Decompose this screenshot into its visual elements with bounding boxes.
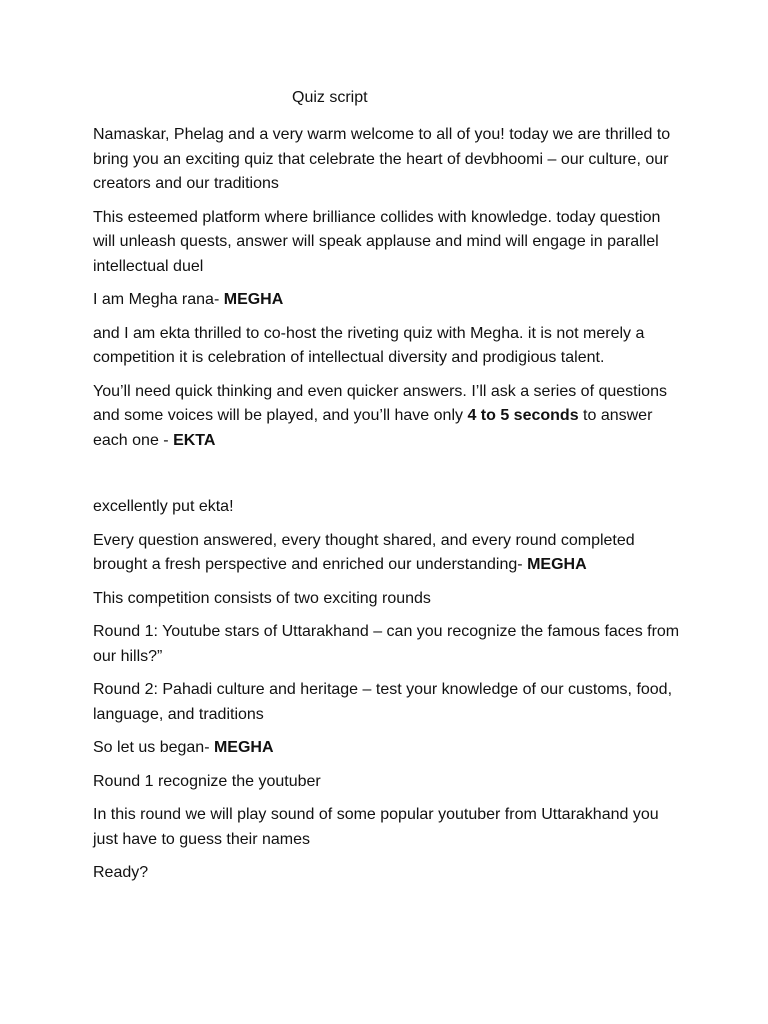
paragraph-text: You’ll need quick thinking and even quicker answers. I’ll ask a series of questions and some voices will be played, and you’ll have only	[93, 382, 667, 424]
paragraph-begin	[93, 736, 683, 761]
paragraph-perspective	[93, 529, 683, 578]
speaker-label: EKTA	[173, 431, 216, 449]
paragraph-text: Every question answered, every thought shared, and every round completed brought a fresh perspective and enriched our understanding-	[93, 531, 635, 573]
paragraph-text: This esteemed platform where brilliance collides with knowledge. today question will unleash quests, answer will speak applause and mind will engage in parallel intellectual duel	[93, 208, 661, 275]
paragraph-text: Round 2: Pahadi culture and heritage – test your knowledge of our customs, food, language, and traditions	[93, 681, 673, 723]
paragraph-ready	[93, 861, 683, 886]
document-title: Quiz script	[292, 89, 368, 106]
paragraph-platform	[93, 206, 683, 280]
speaker-label: MEGHA	[213, 739, 274, 756]
paragraph-text: to answer each one -	[93, 407, 653, 449]
time-limit-emphasis: 4 to 5 seconds	[467, 407, 579, 424]
paragraph-text: So let us began-	[93, 739, 214, 756]
paragraph-text: Round 1: Youtube stars of Uttarakhand – can you recognize the famous faces from our hills?”	[93, 623, 680, 665]
paragraph-megha-intro	[93, 288, 683, 313]
paragraph-welcome	[93, 123, 683, 197]
paragraph-text: In this round we will play sound of some popular youtuber from Uttarakhand you just have to guess their names	[93, 806, 659, 848]
paragraph-text: Namaskar, Phelag and a very warm welcome to all of you! today we are thrilled to bring you an exciting quiz that celebrate the heart of devbhoomi – our culture, our creators and our traditions	[93, 126, 671, 192]
paragraph-ekta-intro	[93, 322, 683, 371]
paragraph-text: This competition consists of two exciting rounds	[93, 589, 431, 607]
speaker-label: MEGHA	[223, 291, 284, 308]
paragraph-text: Ready?	[93, 864, 149, 881]
paragraph-excellently-put	[93, 495, 683, 520]
paragraph-round-1	[93, 620, 683, 669]
paragraph-text: and I am ekta thrilled to co-host the riveting quiz with Megha. it is not merely a competition it is celebration of intellectual diversity and prodigious talent.	[93, 324, 645, 366]
document-body	[93, 123, 683, 895]
speaker-label: MEGHA	[527, 556, 587, 573]
paragraph-round-1-instructions	[93, 803, 683, 852]
paragraph-two-rounds	[93, 587, 683, 612]
paragraph-round-1-heading	[93, 770, 683, 795]
paragraph-text: I am Megha rana-	[93, 291, 224, 308]
paragraph-rules	[93, 380, 683, 454]
paragraph-round-2	[93, 678, 683, 727]
paragraph-text: excellently put ekta!	[93, 498, 234, 515]
paragraph-text: Round 1 recognize the youtuber	[93, 772, 321, 790]
